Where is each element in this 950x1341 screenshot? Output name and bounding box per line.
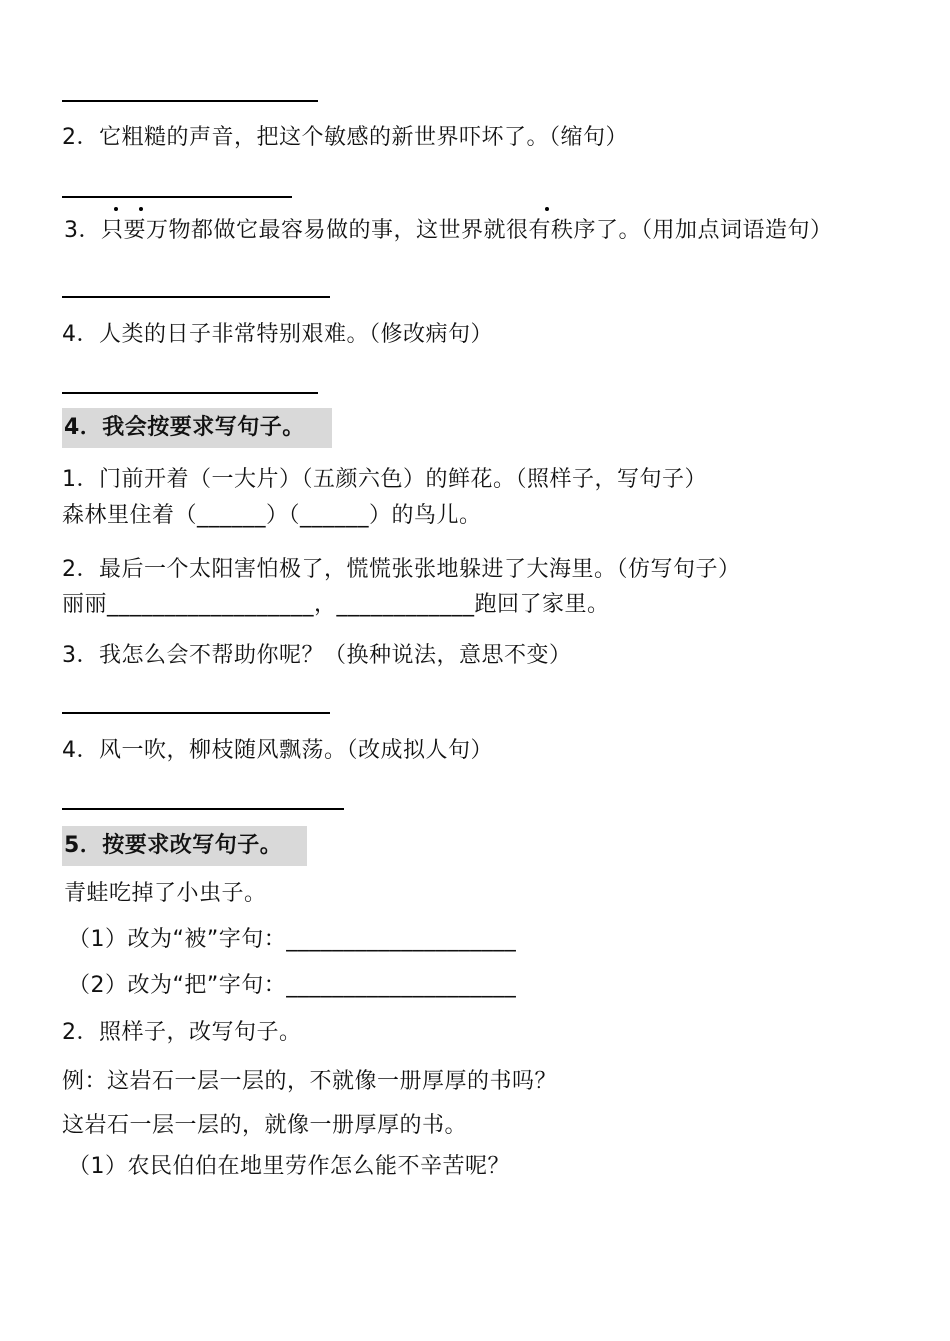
example-sentence: 例：这岩石一层一层的，不就像一册厚厚的书吗？ xyxy=(62,1069,558,1094)
answer-line-2[interactable] xyxy=(62,196,292,198)
emphasis-dot xyxy=(114,207,118,211)
question-4-1-prompt: 1．门前开着（一大片）（五颜六色）的鲜花。（照样子，写句子） xyxy=(62,467,707,492)
section-4-header: 4．我会按要求写句子。 xyxy=(62,408,332,448)
answer-line-6[interactable] xyxy=(62,808,344,810)
answer-line-3[interactable] xyxy=(62,296,330,298)
question-4-1-fill[interactable]: 森林里住着（______）（______）的鸟儿。 xyxy=(62,503,482,528)
question-5-2-sub1: （1）农民伯伯在地里劳作怎么能不辛苦呢？ xyxy=(68,1154,510,1179)
answer-line-1[interactable] xyxy=(62,100,318,102)
question-3-3: 3．只要万物都做它最容易做的事，这世界就很有秩序了。（用加点词语造句） xyxy=(64,218,833,243)
example-answer: 这岩石一层一层的，就像一册厚厚的书。 xyxy=(62,1113,468,1138)
question-4-2-prompt: 2．最后一个太阳害怕极了，慌慌张张地躲进了大海里。（仿写句子） xyxy=(62,557,741,582)
question-4-2-fill[interactable]: 丽丽__________________，____________跑回了家里。 xyxy=(62,592,610,617)
question-5-sentence: 青蛙吃掉了小虫子。 xyxy=(64,881,267,906)
question-5-2-prompt: 2．照样子，改写句子。 xyxy=(62,1020,302,1045)
answer-line-4[interactable] xyxy=(62,392,318,394)
question-4-3-prompt: 3．我怎么会不帮助你呢？（换种说法，意思不变） xyxy=(62,643,572,668)
question-3-2: 2．它粗糙的声音，把这个敏感的新世界吓坏了。（缩句） xyxy=(62,125,628,150)
emphasis-dot xyxy=(545,207,549,211)
question-5-sub1[interactable]: （1）改为“被”字句：____________________ xyxy=(68,927,517,952)
question-4-4-prompt: 4．风一吹，柳枝随风飘荡。（改成拟人句） xyxy=(62,738,493,763)
emphasis-dot xyxy=(139,207,143,211)
section-5-header: 5．按要求改写句子。 xyxy=(62,826,307,866)
question-3-4: 4．人类的日子非常特别艰难。（修改病句） xyxy=(62,322,493,347)
answer-line-5[interactable] xyxy=(62,712,330,714)
question-5-sub2[interactable]: （2）改为“把”字句：____________________ xyxy=(68,973,517,998)
